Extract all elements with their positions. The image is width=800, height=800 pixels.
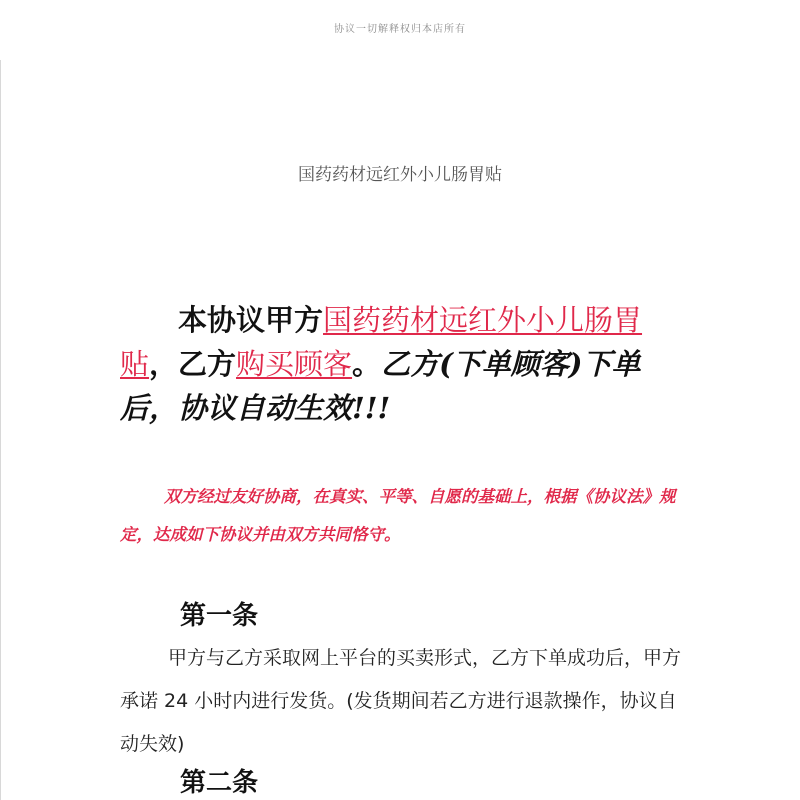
article-1-heading: 第一条 xyxy=(180,601,259,631)
header-note: 协议一切解释权归本店所有 xyxy=(334,24,466,35)
document-title: 国药药材远红外小儿肠胃贴 xyxy=(298,165,502,185)
consensus-paragraph xyxy=(120,478,685,554)
consensus-text: 双方经过友好协商，在真实、平等、自愿的基础上，根据《协议法》规定，达成如下协议并由双方共同恪守。 xyxy=(120,487,676,544)
article-1-body xyxy=(120,637,685,766)
article-2-heading: 第二条 xyxy=(180,768,259,798)
party-b-link[interactable]: 购买顾客 xyxy=(236,347,353,381)
party-a-link[interactable]: 国药药材远红外小儿肠胃贴 xyxy=(120,303,643,381)
intro-text-1: 本协议甲方 xyxy=(178,303,324,337)
intro-paragraph xyxy=(120,298,685,430)
article-1-text: 甲方与乙方采取网上平台的买卖形式，乙方下单成功后，甲方承诺 24 小时内进行发货。(发货期间若乙方进行退款操作，协议自动失效) xyxy=(120,647,682,755)
intro-text-3: 。 xyxy=(352,347,382,381)
intro-text-2: ，乙方 xyxy=(149,347,237,381)
intro-text-4: 乙方(下单顾客)下单后，协议自动生效!!! xyxy=(120,347,641,425)
